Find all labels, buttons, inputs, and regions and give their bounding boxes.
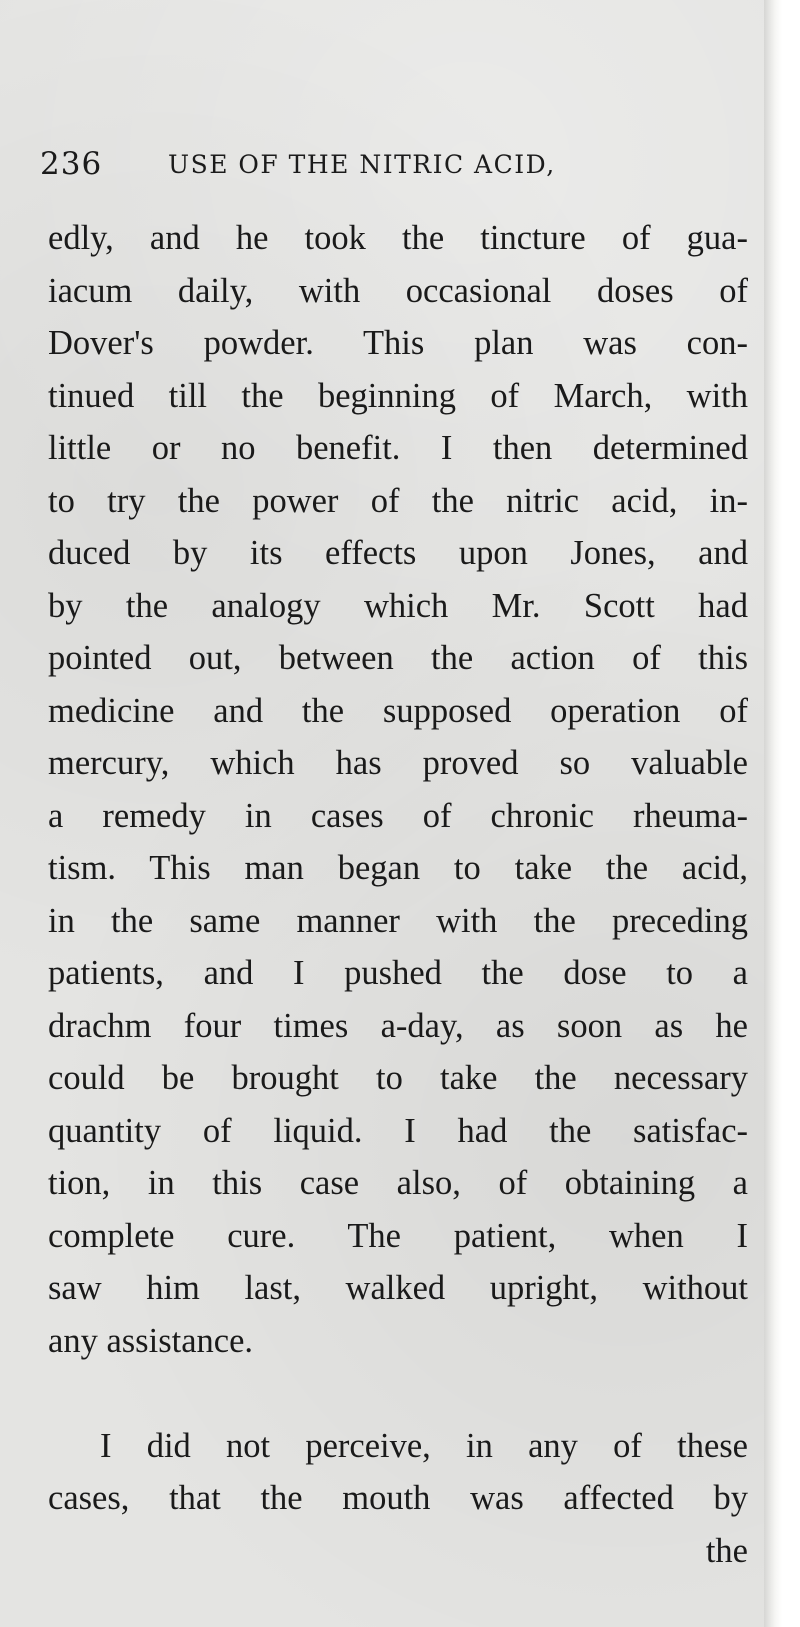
page-header: [40, 146, 760, 186]
text-line: I did not perceive, in any of these: [100, 1426, 748, 1465]
text-line: Dover's powder. This plan was con-: [48, 324, 748, 362]
page-number: 236: [40, 146, 103, 182]
page-edge: [764, 0, 782, 1627]
text-line: drachm four times a-day, as soon as he: [48, 1006, 748, 1045]
text-line: in the same manner with the preceding: [48, 901, 748, 940]
paragraph-gap: [48, 1367, 748, 1420]
text-line: by the analogy which Mr. Scott had: [48, 586, 748, 625]
body-text: [48, 212, 748, 1577]
text-line: could be brought to take the necessary: [48, 1059, 748, 1097]
text-line: duced by its effects upon Jones, and: [48, 534, 748, 572]
text-line: quantity of liquid. I had the satisfac-: [48, 1111, 748, 1150]
text-line: saw him last, walked upright, without: [48, 1269, 748, 1307]
text-line: tinued till the beginning of March, with: [48, 376, 748, 415]
text-line: iacum daily, with occasional doses of: [48, 271, 748, 310]
text-line: pointed out, between the action of this: [48, 639, 748, 677]
text-line: any assistance.: [48, 1321, 254, 1360]
text-line: to try the power of the nitric acid, in-: [48, 481, 748, 520]
text-line: patients, and I pushed the dose to a: [48, 954, 748, 992]
text-line: complete cure. The patient, when I: [48, 1216, 748, 1255]
text-line: tism. This man began to take the acid,: [48, 849, 748, 887]
text-line: tion, in this case also, of obtaining a: [48, 1164, 748, 1202]
text-line: cases, that the mouth was affected by: [48, 1479, 748, 1517]
text-line: medicine and the supposed operation of: [48, 691, 748, 730]
text-line: a remedy in cases of chronic rheuma-: [48, 796, 748, 835]
text-line: little or no benefit. I then determined: [48, 429, 748, 467]
running-head: USE OF THE NITRIC ACID,: [168, 150, 556, 179]
catchword: the: [705, 1531, 748, 1570]
text-line: mercury, which has proved so valuable: [48, 744, 748, 782]
text-line: edly, and he took the tincture of gua-: [48, 219, 748, 257]
